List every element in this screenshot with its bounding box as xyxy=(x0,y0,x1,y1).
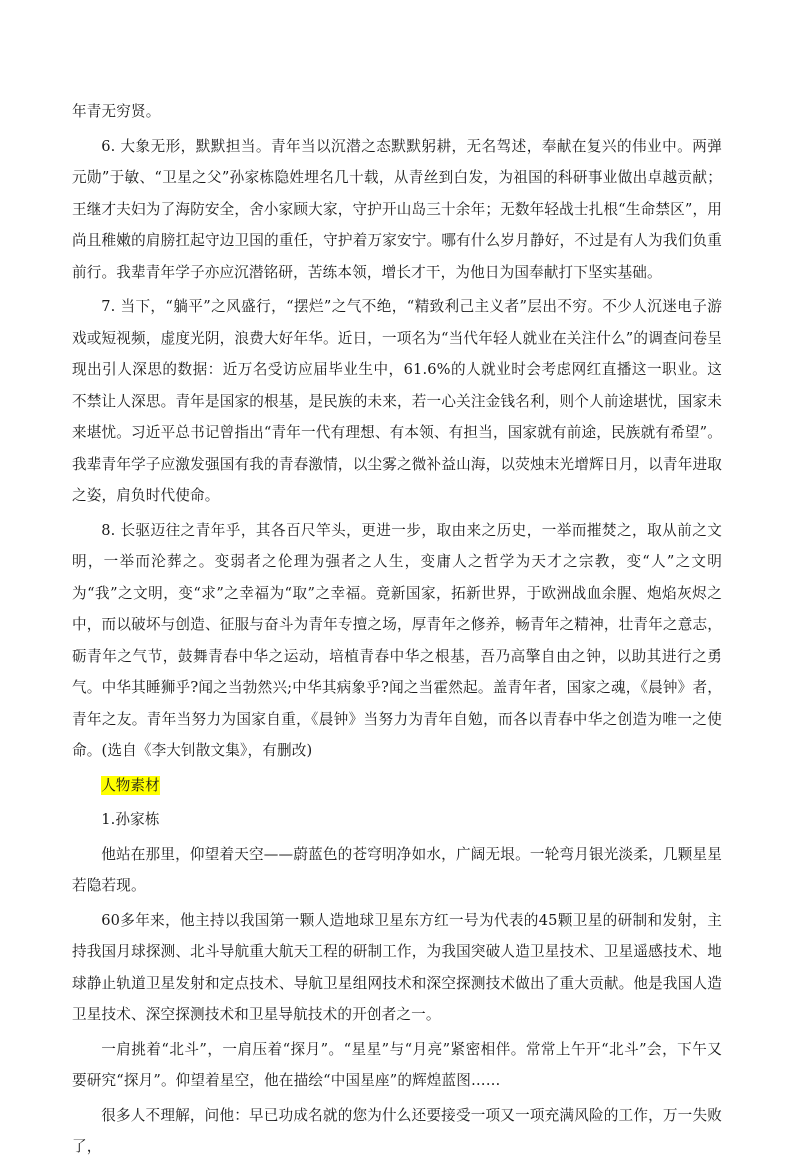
subheading-person: 1.孙家栋 xyxy=(101,811,160,828)
person-paragraph-1: 他站在那里，仰望着天空——蔚蓝色的苍穹明净如水，广阔无垠。一轮弯月银光淡柔，几颗星星若隐若现。 xyxy=(72,845,722,894)
section-heading: 人物素材 xyxy=(101,776,160,794)
paragraph-6: 6. 大象无形，默默担当。青年当以沉潜之态默默躬耕，无名驾述，奉献在复兴的伟业中。两弹元勋”于敏、“卫星之父”孙家栋隐姓埋名几十载，从青丝到白发，为祖国的科研事业做出卓越贡献；王继才夫妇为了海防安全，舍小家顾大家，守护开山岛三十余年；无数年轻战士扎根“生命禁区”，用尚且稚嫩的肩膀扛起守边卫国的重任，守护着万家安宁。哪有什么岁月静好，不过是有人为我们负重前行。我辈青年学子亦应沉潜铭研，苦练本领，增长才干，为他日为国奉献打下坚实基础。 xyxy=(72,137,722,281)
person-paragraph-3: 一肩挑着“北斗”，一肩压着“探月”。“星星”与“月亮”紧密相伴。常常上午开“北斗”会，下午又要研究“探月”。仰望着星空，他在描绘“中国星座”的辉煌蓝图…… xyxy=(72,1040,722,1089)
section-heading-row xyxy=(72,770,722,802)
document-page xyxy=(72,96,722,1166)
person-paragraph-2: 60多年来，他主持以我国第一颗人造地球卫星东方红一号为代表的45颗卫星的研制和发射，主持我国月球探测、北斗导航重大航天工程的研制工作，为我国突破人造卫星技术、卫星遥感技术、地球静止轨道卫星发射和定点技术、导航卫星组网技术和深空探测技术做出了重大贡献。他是我国人造卫星技术、深空探测技术和卫星导航技术的开创者之一。 xyxy=(72,911,722,1023)
person-paragraph-4: 很多人不理解，问他：早已功成名就的您为什么还要接受一项又一项充满风险的工作，万一失败了， xyxy=(72,1106,722,1155)
paragraph-8: 8. 长驱迈往之青年乎，其各百尺竿头，更进一步，取由来之历史，一举而摧焚之，取从前之文明，一举而沦葬之。变弱者之伦理为强者之人生，变庸人之哲学为天才之宗教，变“人”之文明为“我”之文明，变“求”之幸福为“取”之幸福。竟新国家，拓新世界，于欧洲战血余腥、炮焰灰烬之中，而以破坏与创造、征服与奋斗为青年专擅之场，厚青年之修养，畅青年之精神，壮青年之意志，砺青年之气节，鼓舞青春中华之运动，培植青春中华之根基，吾乃高擎自由之钟，以助其进行之勇气。中华其睡狮乎?闻之当勃然兴;中华其病象乎?闻之当霍然起。盖青年者，国家之魂，《晨钟》者，青年之友。青年当努力为国家自重，《晨钟》当努力为青年自勉，而各以青春中华之创造为唯一之使命。(选自《李大钊散文集》，有删改) xyxy=(72,521,722,759)
paragraph-continued: 年青无穷贤。 xyxy=(72,103,161,120)
paragraph-7: 7. 当下，“躺平”之风盛行，“摆烂”之气不绝，“精致利己主义者”层出不穷。不少人沉迷电子游戏或短视频，虚度光阴，浪费大好年华。近日，一项名为“当代年轻人就业在关注什么”的调查问卷呈现出引人深思的数据：近万名受访应届毕业生中，61.6%的人就业时会考虑网红直播这一职业。这不禁让人深思。青年是国家的根基，是民族的未来，若一心关注金钱名利，则个人前途堪忧，国家未来堪忧。习近平总书记曾指出“青年一代有理想、有本领、有担当，国家就有前途，民族就有希望”。我辈青年学子应激发强国有我的青春激情，以尘雾之微补益山海，以荧烛末光增辉日月，以青年进取之姿，肩负时代使命。 xyxy=(72,298,722,504)
